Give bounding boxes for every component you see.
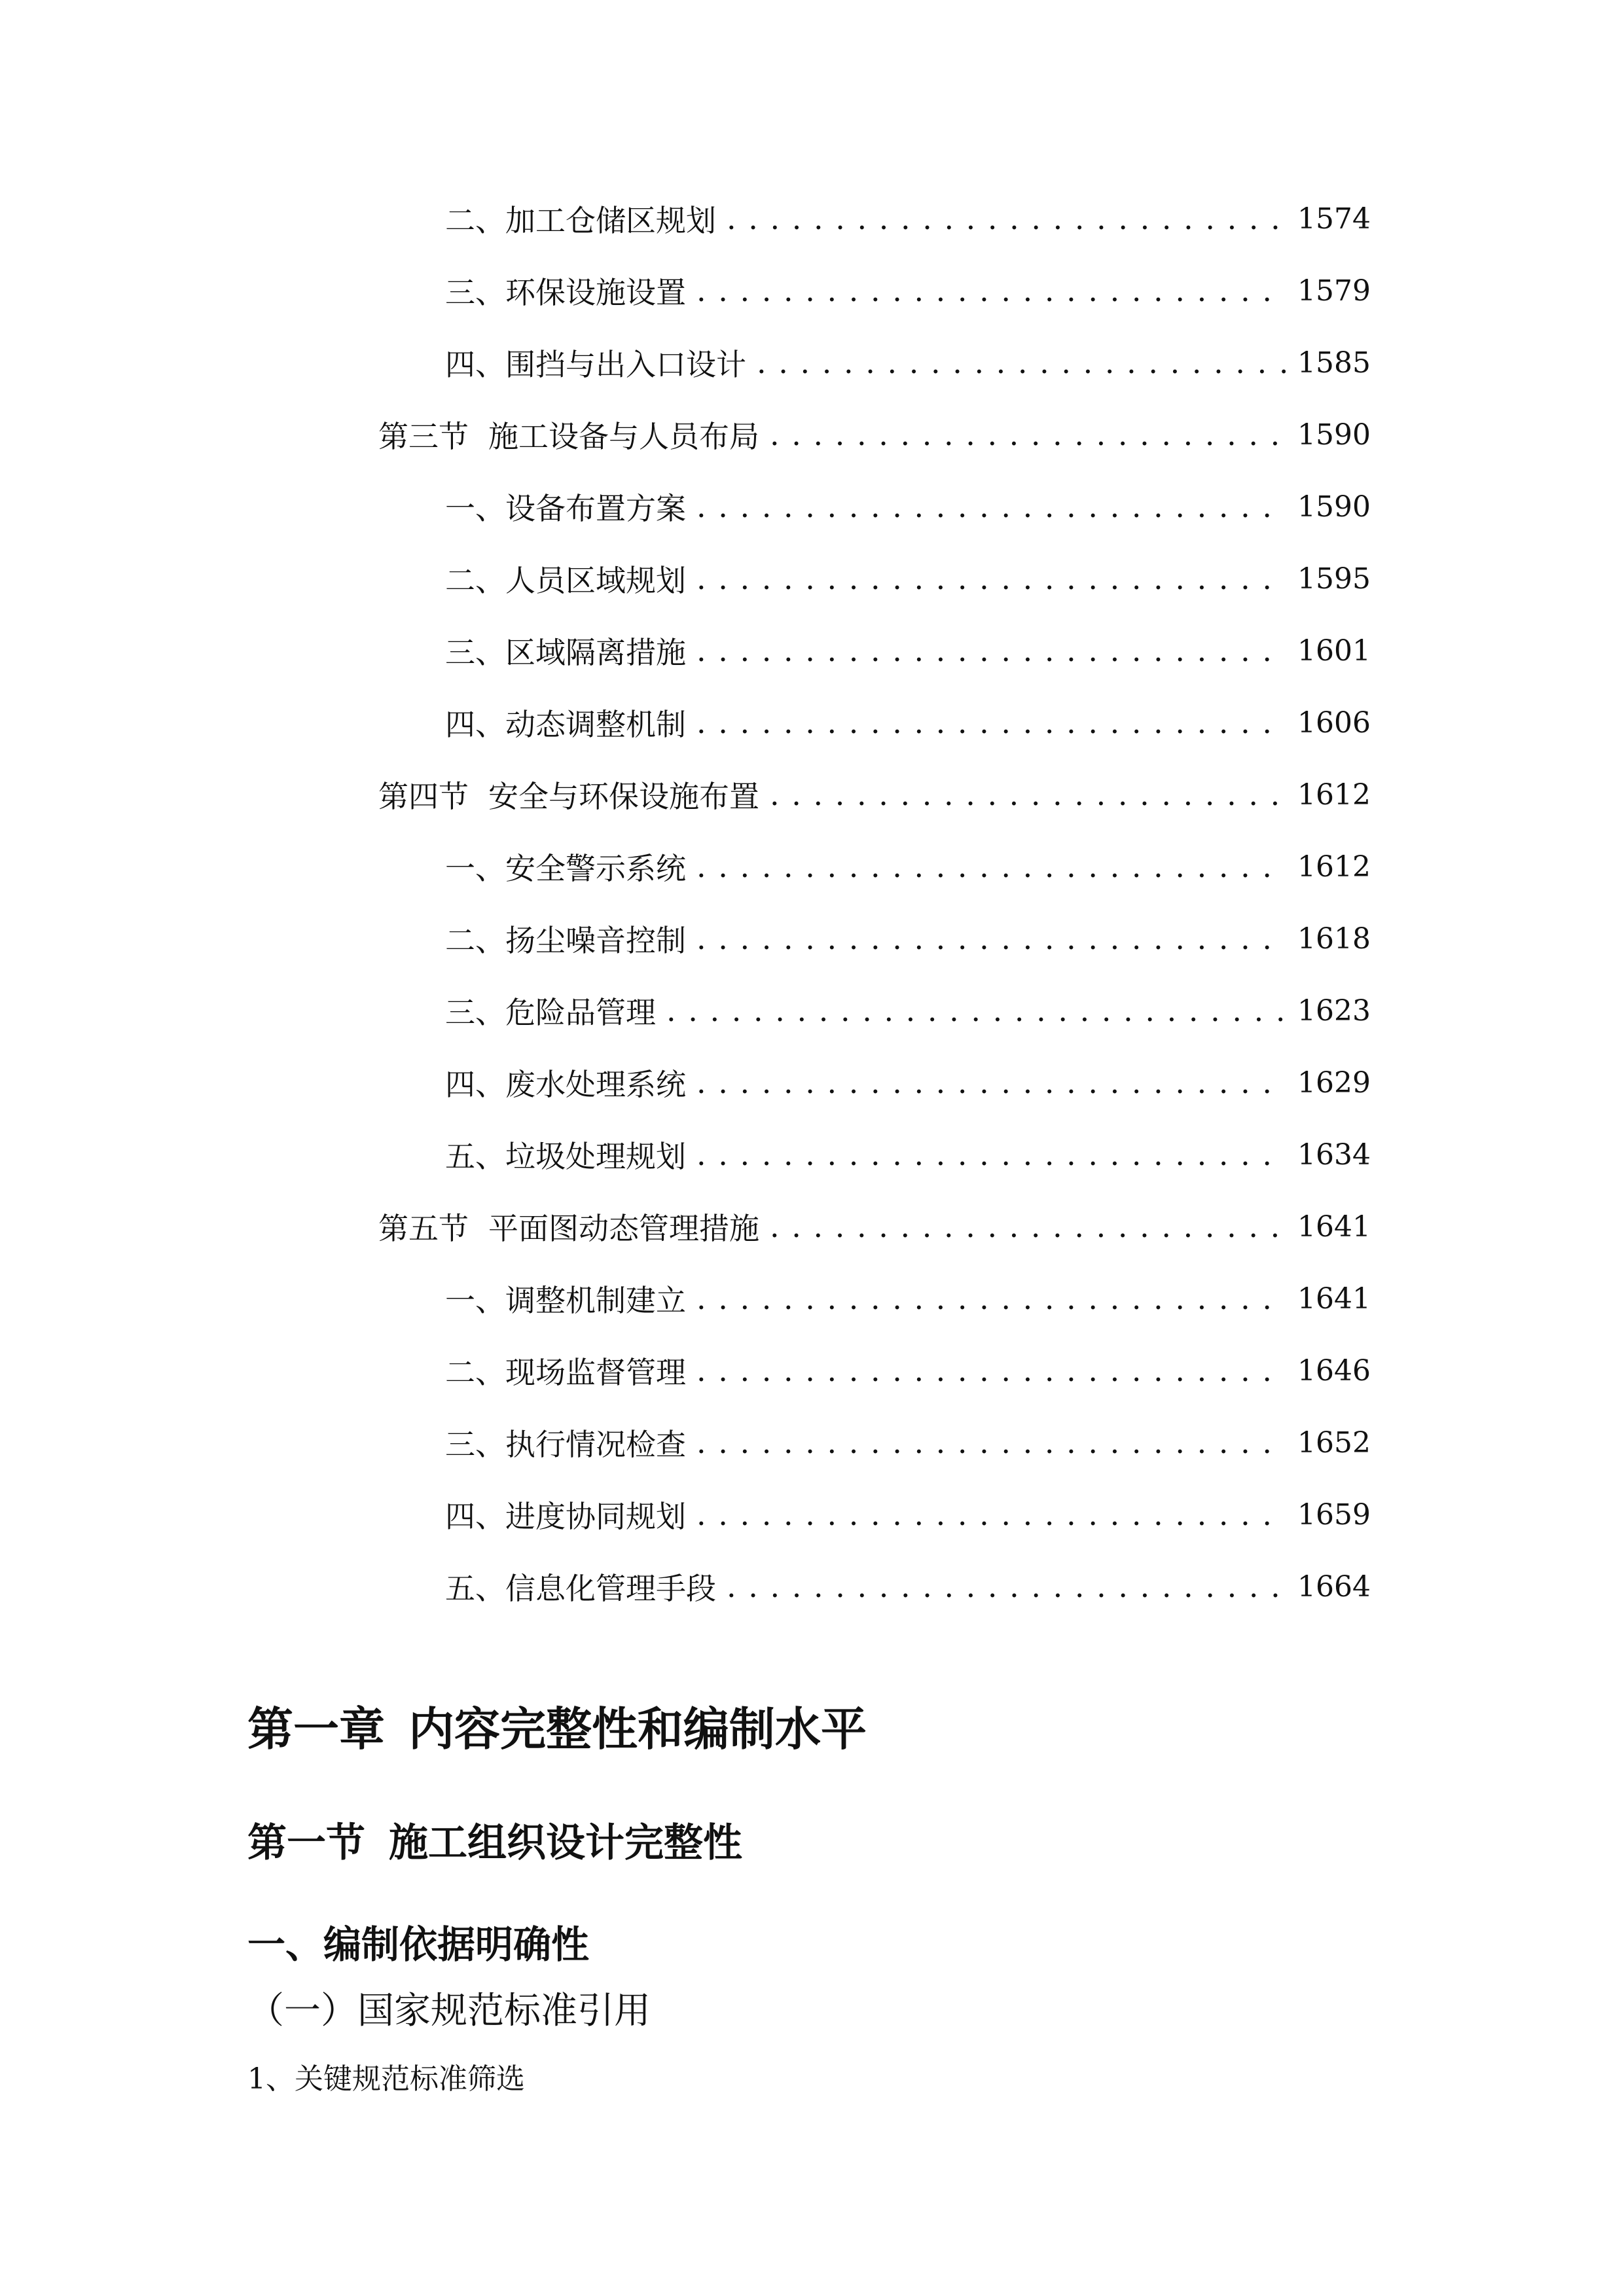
- toc-entry-number: 二、: [445, 1355, 505, 1390]
- toc-entry-title: 环保设施设置: [505, 275, 686, 310]
- toc-entry[interactable]: [445, 915, 1371, 962]
- toc-dot-leader: [696, 921, 1286, 956]
- toc-page-number: 1574: [1297, 202, 1371, 236]
- toc-dot-leader: [696, 849, 1286, 884]
- chapter-title: 内容完整性和编制水平: [408, 1702, 867, 1756]
- toc-dot-leader: [696, 633, 1286, 668]
- toc-entry[interactable]: [445, 1563, 1371, 1610]
- toc-page-number: 1659: [1297, 1498, 1371, 1532]
- toc-dot-leader: [770, 417, 1286, 452]
- toc-page-number: 1618: [1297, 922, 1371, 956]
- toc-section-entry[interactable]: [378, 771, 1371, 818]
- toc-entry[interactable]: [445, 555, 1371, 602]
- toc-entry-number: 一、: [445, 491, 505, 526]
- toc-entry[interactable]: [445, 483, 1371, 530]
- toc-dot-leader: [727, 201, 1286, 236]
- toc-dot-leader: [696, 1497, 1286, 1532]
- toc-entry-title: 现场监督管理: [505, 1355, 686, 1390]
- toc-entry-title: 扬尘噪音控制: [505, 923, 686, 958]
- toc-page-number: 1646: [1297, 1354, 1371, 1388]
- toc-page-number: 1629: [1297, 1066, 1371, 1100]
- item-heading: （一）国家规范标准引用: [247, 1990, 651, 2032]
- toc-entry-title: 设备布置方案: [505, 491, 686, 526]
- toc-dot-leader: [696, 1065, 1286, 1100]
- toc-page-number: 1641: [1297, 1210, 1371, 1244]
- chapter-heading: [247, 1693, 867, 1759]
- toc-entry-number: 一、: [445, 851, 505, 886]
- toc-entry-title: 废水处理系统: [505, 1067, 686, 1102]
- toc-entry[interactable]: [445, 339, 1371, 386]
- toc-section-number: 第四节: [378, 779, 469, 814]
- toc-entry-title: 安全与环保设施布置: [488, 779, 759, 814]
- toc-page-number: 1601: [1297, 634, 1371, 668]
- toc-entry[interactable]: [445, 843, 1371, 890]
- toc-page-number: 1652: [1297, 1426, 1371, 1460]
- toc-entry[interactable]: [445, 1131, 1371, 1178]
- toc-section-entry[interactable]: [378, 1203, 1371, 1250]
- toc-entry-title: 安全警示系统: [505, 851, 686, 886]
- toc-entry[interactable]: [445, 195, 1371, 242]
- toc-entry[interactable]: [445, 267, 1371, 314]
- toc-entry-number: 三、: [445, 635, 505, 670]
- section-number: 第一节: [247, 1820, 365, 1866]
- toc-entry-number: 五、: [445, 1571, 505, 1606]
- toc-dot-leader: [770, 777, 1286, 812]
- toc-page-number: 1606: [1297, 706, 1371, 740]
- toc-entry-title: 危险品管理: [505, 995, 656, 1030]
- toc-entry-title: 围挡与出入口设计: [505, 347, 746, 382]
- toc-dot-leader: [696, 1353, 1286, 1388]
- toc-entry[interactable]: [445, 1275, 1371, 1322]
- chapter-number: 第一章: [247, 1702, 385, 1756]
- toc-page-number: 1641: [1297, 1282, 1371, 1316]
- toc-entry-number: 二、: [445, 923, 505, 958]
- toc-entry-title: 动态调整机制: [505, 707, 686, 742]
- toc-entry-number: 二、: [445, 203, 505, 238]
- toc-dot-leader: [696, 489, 1286, 524]
- toc-entry[interactable]: [445, 1347, 1371, 1394]
- toc-entry-number: 三、: [445, 995, 505, 1030]
- toc-entry-number: 三、: [445, 275, 505, 310]
- toc-entry-title: 进度协同规划: [505, 1499, 686, 1534]
- toc-page-number: 1664: [1297, 1570, 1371, 1604]
- toc-entry-number: 四、: [445, 1499, 505, 1534]
- toc-section-entry[interactable]: [378, 411, 1371, 458]
- toc-page-number: 1590: [1297, 418, 1371, 452]
- toc-entry-title: 垃圾处理规划: [505, 1139, 686, 1174]
- toc-page-number: 1612: [1297, 850, 1371, 884]
- subitem-heading: 1、关键规范标准筛选: [247, 2062, 525, 2096]
- subsection-heading: 一、编制依据明确性: [247, 1922, 590, 1967]
- toc-entry-title: 施工设备与人员布局: [488, 419, 759, 454]
- toc-page-number: 1590: [1297, 490, 1371, 524]
- toc-dot-leader: [770, 1209, 1286, 1244]
- toc-entry[interactable]: [445, 1059, 1371, 1106]
- toc-page-number: 1612: [1297, 778, 1371, 812]
- toc-dot-leader: [696, 1281, 1286, 1316]
- toc-dot-leader: [666, 993, 1286, 1028]
- toc-entry-number: 四、: [445, 707, 505, 742]
- toc-entry[interactable]: [445, 987, 1371, 1034]
- toc-dot-leader: [696, 1425, 1286, 1460]
- toc-dot-leader: [696, 1137, 1286, 1172]
- toc-dot-leader: [727, 1569, 1286, 1604]
- toc-entry-title: 平面图动态管理措施: [488, 1211, 759, 1246]
- toc-entry-number: 四、: [445, 347, 505, 382]
- toc-entry-title: 调整机制建立: [505, 1283, 686, 1318]
- toc-page-number: 1585: [1297, 346, 1371, 380]
- toc-entry-number: 三、: [445, 1427, 505, 1462]
- toc-dot-leader: [696, 705, 1286, 740]
- toc-entry-title: 加工仓储区规划: [505, 203, 716, 238]
- toc-page-number: 1595: [1297, 562, 1371, 596]
- section-title: 施工组织设计完整性: [389, 1820, 742, 1866]
- toc-entry[interactable]: [445, 627, 1371, 674]
- toc-section-number: 第五节: [378, 1211, 469, 1246]
- toc-entry-title: 信息化管理手段: [505, 1571, 716, 1606]
- toc-page-number: 1579: [1297, 274, 1371, 308]
- toc-entry-number: 一、: [445, 1283, 505, 1318]
- toc-entry[interactable]: [445, 1419, 1371, 1466]
- toc-entry[interactable]: [445, 699, 1371, 746]
- toc-page-number: 1634: [1297, 1138, 1371, 1172]
- toc-entry-number: 五、: [445, 1139, 505, 1174]
- toc-section-number: 第三节: [378, 419, 469, 454]
- toc-dot-leader: [696, 561, 1286, 596]
- section-heading: [247, 1812, 742, 1868]
- toc-entry-title: 人员区域规划: [505, 563, 686, 598]
- toc-entry-number: 四、: [445, 1067, 505, 1102]
- toc-entry-title: 区域隔离措施: [505, 635, 686, 670]
- toc-entry[interactable]: [445, 1491, 1371, 1538]
- toc-entry-title: 执行情况检查: [505, 1427, 686, 1462]
- toc-dot-leader: [757, 345, 1286, 380]
- toc-page-number: 1623: [1297, 994, 1371, 1028]
- toc-dot-leader: [696, 273, 1286, 308]
- toc-entry-number: 二、: [445, 563, 505, 598]
